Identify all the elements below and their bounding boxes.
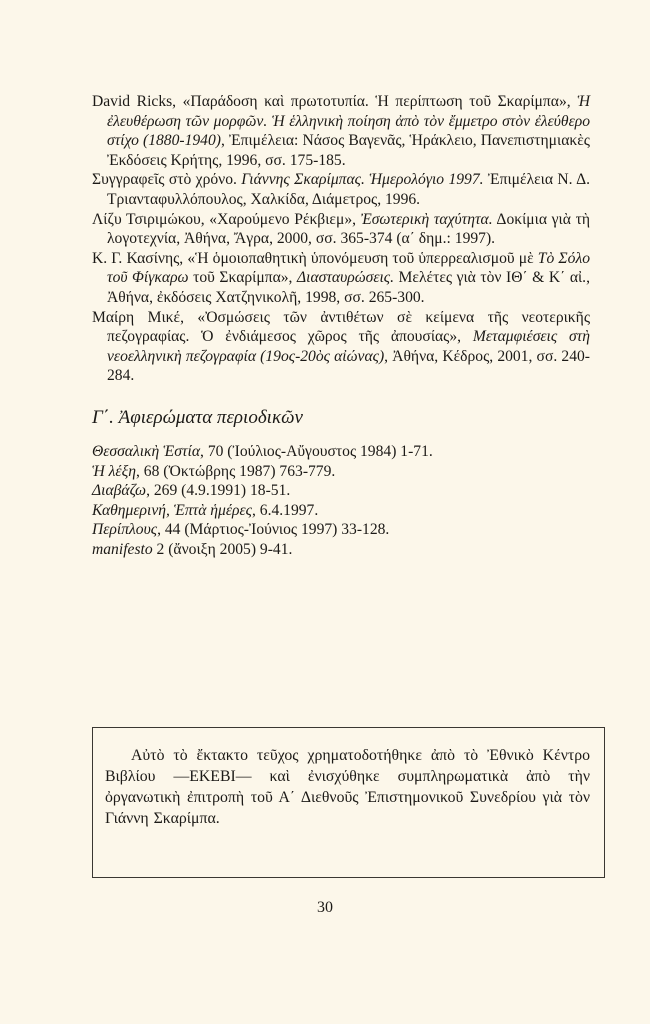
journal-details: 2 (ἄνοιξη 2005) 9-41. (152, 540, 293, 558)
journal-issue (92, 540, 590, 560)
ref-text: Δοκίμια γιὰ τὴ λογοτεχνία, Ἀθήνα, Ἄγρα, 2000, σσ. 365-374 (α΄ δημ.: 1997). (107, 210, 590, 248)
ref-text: Ἐπιμέλεια Ν. Δ. Τριανταφυλλόπουλος, Χαλκίδα, Διάμετρος, 1996. (107, 171, 591, 208)
reference-entry (92, 210, 590, 249)
reference-entry (92, 92, 590, 170)
journal-details: , 68 (Ὀκτώβρης 1987) 763-779. (136, 462, 336, 480)
journal-title: Περίπλους (92, 521, 158, 539)
page-number: 30 (317, 899, 333, 916)
page-body (92, 92, 590, 559)
journal-details: , 44 (Μάρτιος-Ἰούνιος 1997) 33-128. (157, 521, 390, 539)
ref-text: τοῦ Σκαρίμπα», (188, 269, 297, 287)
journal-issues-list (92, 442, 590, 560)
ref-title: Διασταυρώσεις. (296, 269, 395, 287)
journal-issue (92, 501, 590, 521)
journal-issue (92, 442, 590, 462)
journal-issue (92, 481, 590, 501)
ref-title: Μεταμφιέσεις στὴ νεοελληνικὴ πεζογραφία (19ος-20ὸς αἰώνας) (107, 328, 590, 365)
journal-issue (92, 520, 590, 540)
ref-text: , Ἐπιμέλεια: Νάσος Βαγενᾶς, Ἡράκλειο, Πανεπιστημιακὲς Ἐκδόσεις Κρήτης, 1996, σσ. 175-185. (107, 132, 590, 169)
ref-text: Κ. Γ. Κασίνης, «Ἡ ὁμοιοπαθητικὴ ὑπονόμευση τοῦ ὑπερρεαλισμοῦ μὲ (92, 249, 538, 267)
journal-title: Διαβάζω (92, 482, 147, 500)
journal-issue (92, 462, 590, 482)
ref-text: David Ricks, «Παράδοση καὶ πρωτοτυπία. Ἡ περίπτωση τοῦ Σκαρίμπα», (92, 93, 578, 110)
ref-title: Ἡ ἐλευθέρωση τῶν μορφῶν. Ἡ ἑλληνικὴ ποίηση ἀπὸ τὸν ἔμμετρο στὸν ἐλεύθερο στίχο (1880-1940) (107, 93, 590, 150)
journal-title: Καθημερινή, Ἑπτὰ ἡμέρες (92, 501, 252, 519)
journal-title: manifesto (92, 540, 153, 558)
journal-title: Θεσσαλικὴ Ἑστία (92, 442, 201, 460)
section-heading: Γ΄. Ἀφιερώματα περιοδικῶν (92, 406, 303, 428)
reference-entry (92, 249, 590, 308)
ref-title: Γιάννης Σκαρίμπας. Ἡμερολόγιο 1997. (241, 171, 484, 189)
funding-note: Αὐτὸ τὸ ἔκτακτο τεῦχος χρηματοδοτήθηκε ἀπὸ τὸ Ἐθνικὸ Κέντρο Βιβλίου —ΕΚΕΒΙ— καὶ ἐνισχύθηκε συμπληρωματικὰ ἀπὸ τὴν ὀργανωτικὴ ἐπιτροπὴ τοῦ Α΄ Διεθνοῦς Ἐπιστημονικοῦ Συνεδρίου γιὰ τὸν Γιάννη Σκαρίμπα. (105, 747, 590, 827)
journal-details: , 269 (4.9.1991) 18-51. (146, 482, 291, 500)
journal-title: Ἡ λέξη (92, 462, 136, 480)
ref-text: Συγγραφεῖς στὸ χρόνο. (92, 171, 242, 189)
ref-title: Τὸ Σόλο τοῦ Φίγκαρω (107, 249, 590, 287)
journal-details: , 6.4.1997. (251, 501, 319, 519)
reference-entry (92, 170, 590, 209)
bibliography-list (92, 92, 590, 386)
ref-text: , Ἀθήνα, Κέδρος, 2001, σσ. 240-284. (107, 347, 590, 385)
reference-entry (92, 308, 590, 386)
ref-text: Μαίρη Μικέ, «Ὀσμώσεις τῶν ἀντιθέτων σὲ κείμενα τῆς νεοτερικῆς πεζογραφίας. Ὁ ἐνδιάμεσος χῶρος τῆς ἀπουσίας», (92, 308, 590, 346)
ref-title: Ἐσωτερικὴ ταχύτητα. (360, 210, 493, 228)
ref-text: Λίζυ Τσιριμώκου, «Χαρούμενο Ρέκβιεμ», (92, 210, 361, 228)
ref-text: Μελέτες γιὰ τὸν ΙΘ΄ & Κ΄ αἰ., Ἀθήνα, ἐκδόσεις Χατζηνικολῆ, 1998, σσ. 265-300. (107, 269, 590, 306)
journal-details: , 70 (Ἰούλιος-Αὔγουστος 1984) 1-71. (200, 442, 433, 460)
funding-note-box (92, 727, 605, 878)
